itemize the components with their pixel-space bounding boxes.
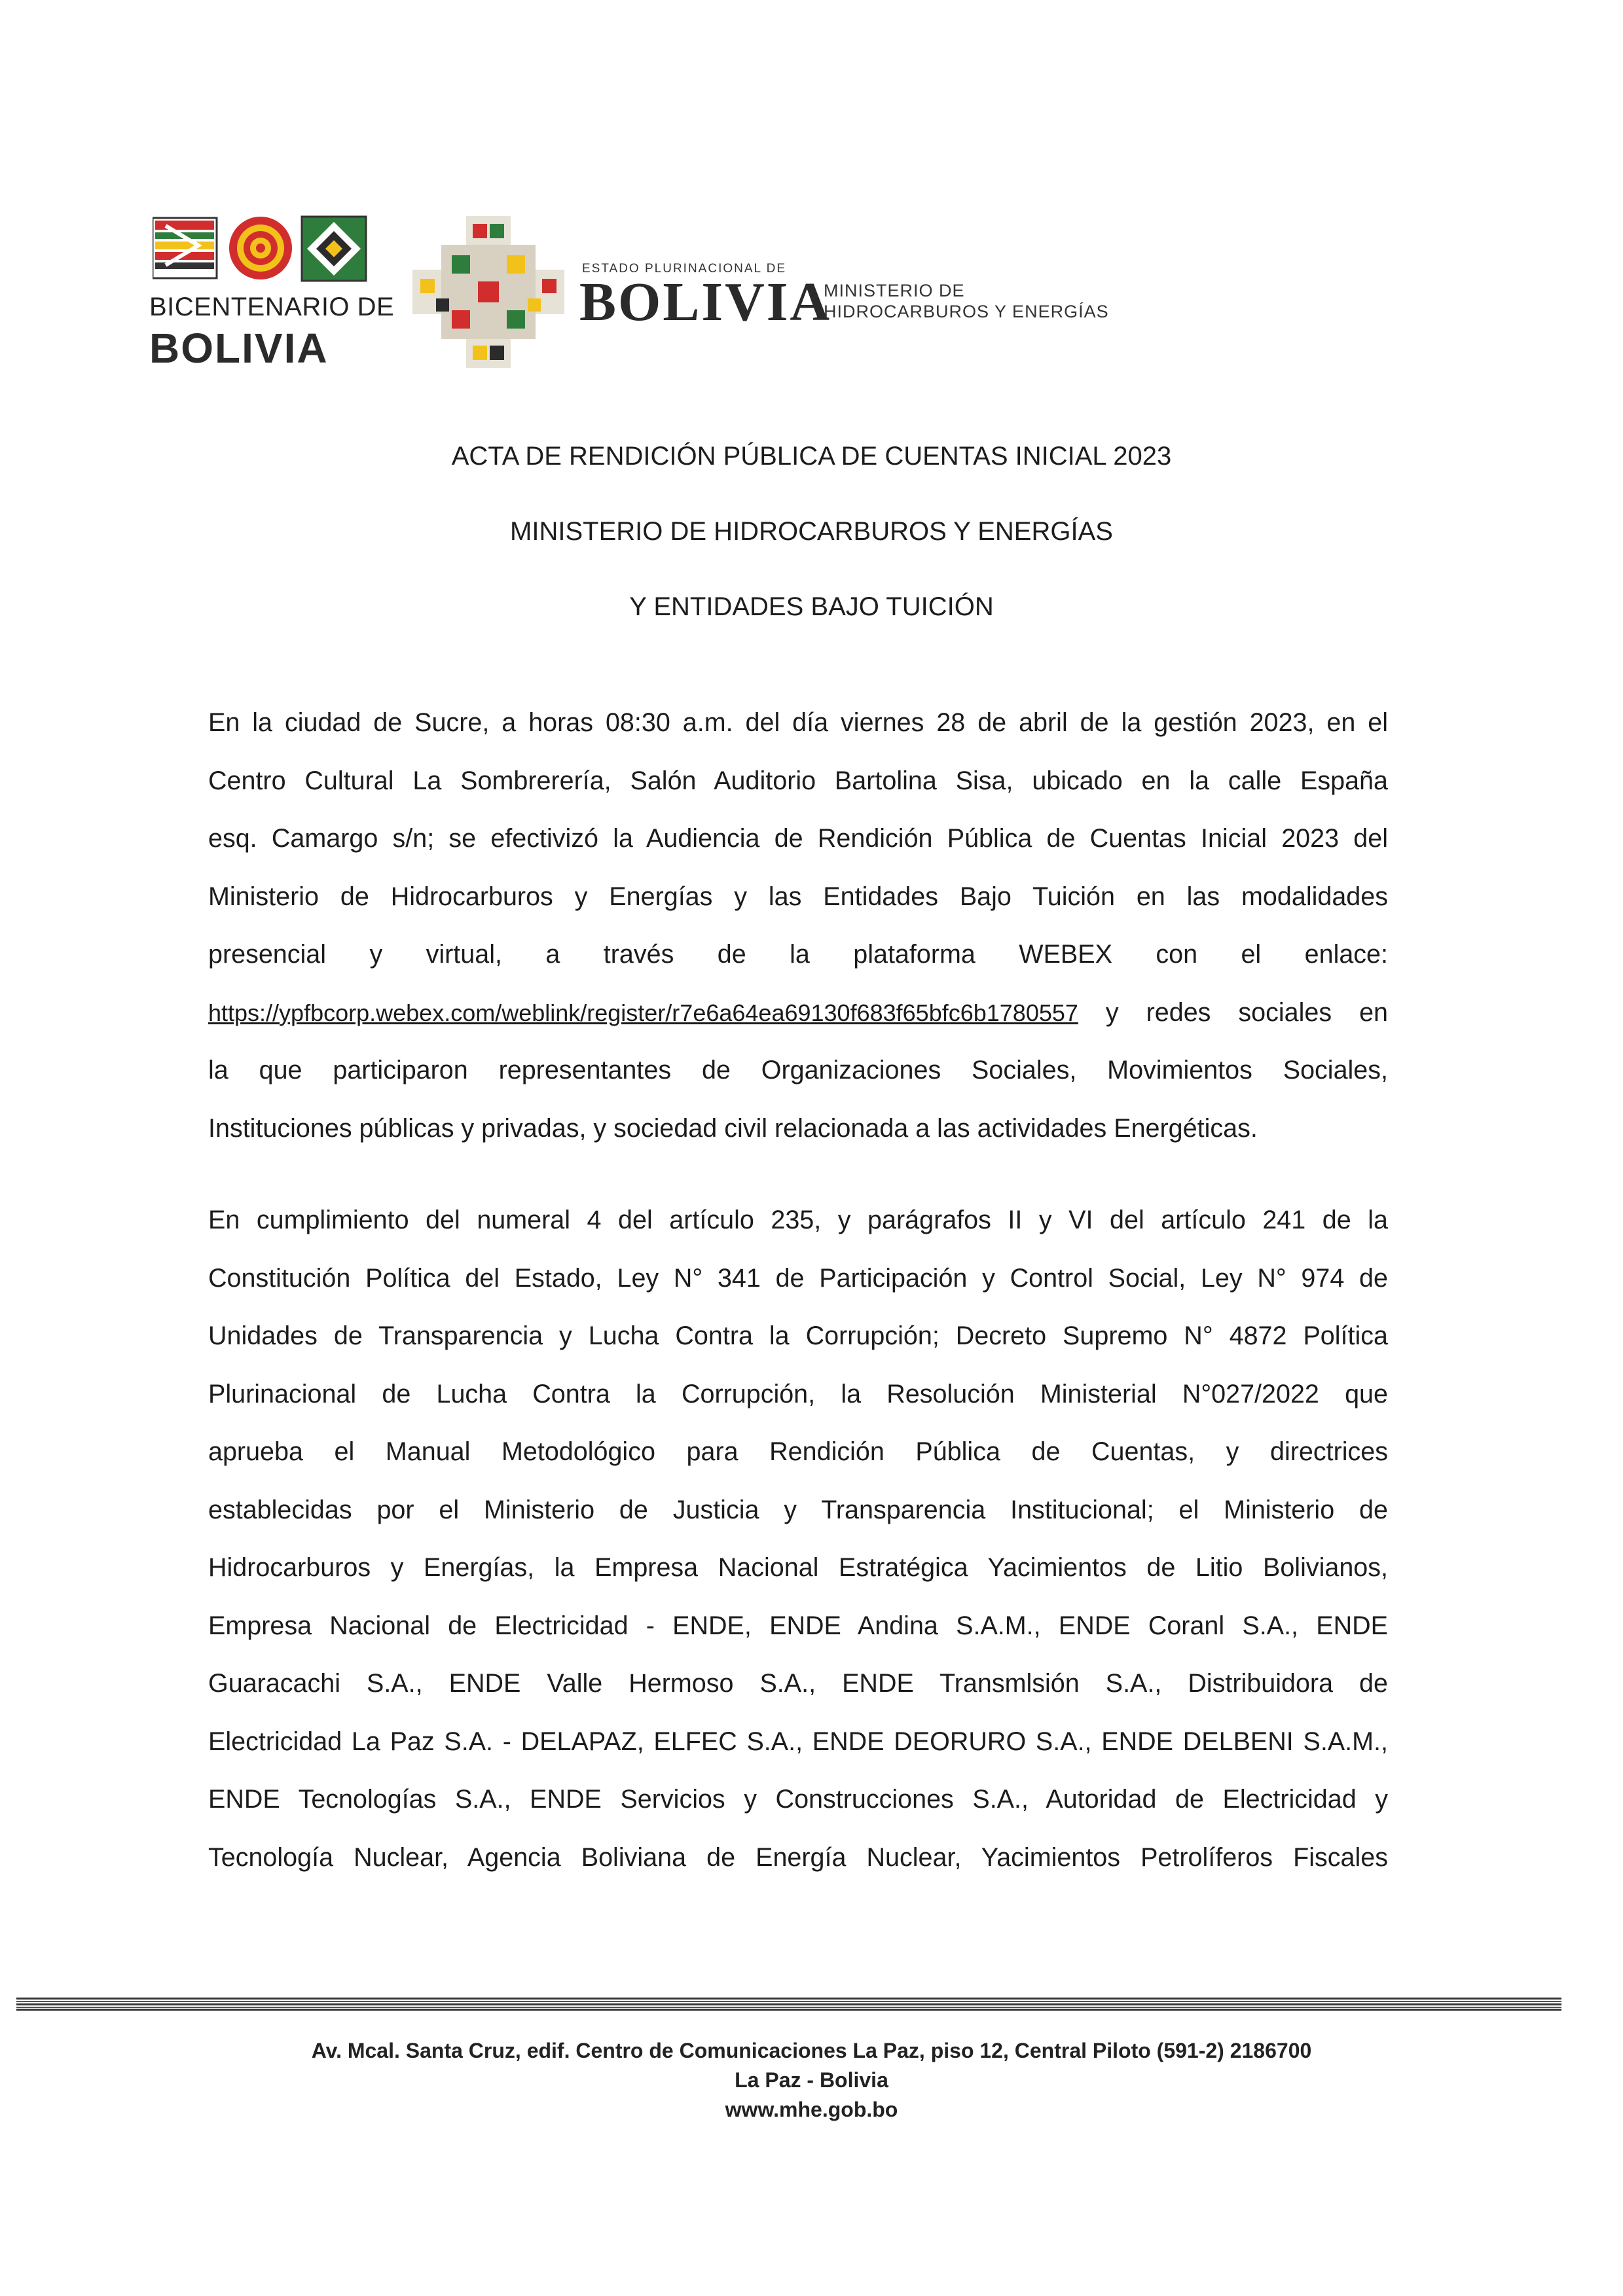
- text-line: aprueba el Manual Metodológico para Rendición Pública de Cuentas, y directrices: [208, 1437, 1388, 1466]
- text-line: Guaracachi S.A., ENDE Valle Hermoso S.A., ENDE Transmlsión S.A., Distribuidora de: [208, 1669, 1388, 1698]
- text-line: En la ciudad de Sucre, a horas 08:30 a.m. del día viernes 28 de abril de la gestión 2023, en el: [208, 708, 1388, 737]
- text-line: establecidas por el Ministerio de Justicia y Transparencia Institucional; el Ministerio de: [208, 1495, 1388, 1524]
- text-line: Tecnología Nuclear, Agencia Boliviana de Energía Nuclear, Yacimientos Petrolíferos Fiscales: [208, 1842, 1388, 1872]
- footer-website[interactable]: www.mhe.gob.bo: [725, 2098, 898, 2121]
- text-line: la que participaron representantes de Organizaciones Sociales, Movimientos Sociales,: [208, 1056, 1388, 1085]
- footer-address: Av. Mcal. Santa Cruz, edif. Centro de Comunicaciones La Paz, piso 12, Central Piloto (591-2) 2186700: [311, 2039, 1312, 2062]
- text-line: Hidrocarburos y Energías, la Empresa Nacional Estratégica Yacimientos de Litio Bolivianos,: [208, 1553, 1388, 1582]
- bicentenario-logo: [149, 213, 395, 372]
- bicentenario-emblem-icon: [153, 213, 369, 285]
- estado-plurinacional-logo: [579, 262, 832, 334]
- ministerio-logo-text: [824, 280, 1151, 332]
- text-line: Ministerio de Hidrocarburos y Energías y las Entidades Bajo Tuición en las modalidades: [208, 882, 1388, 911]
- document-title: ACTA DE RENDICIÓN PÚBLICA DE CUENTAS INICIAL 2023: [451, 442, 1172, 471]
- document-subtitle-entities: Y ENTIDADES BAJO TUICIÓN: [629, 592, 994, 621]
- text-line: En cumplimiento del numeral 4 del artículo 235, y parágrafos II y VI del artículo 241 de la: [208, 1206, 1388, 1234]
- bicentenario-caption: BICENTENARIO DE: [149, 293, 395, 321]
- footer-city: La Paz - Bolivia: [735, 2068, 888, 2092]
- text-line: ENDE Tecnologías S.A., ENDE Servicios y Construcciones S.A., Autoridad de Electricidad y: [208, 1785, 1388, 1814]
- text-line: esq. Camargo s/n; se efectivizó la Audiencia de Rendición Pública de Cuentas Inicial 2023 del: [208, 824, 1388, 853]
- paragraph-intro: [208, 694, 1388, 1157]
- text-line: Centro Cultural La Sombrerería, Salón Auditorio Bartolina Sisa, ubicado en la calle España: [208, 766, 1388, 795]
- paragraph-legal-basis: [208, 1191, 1388, 1886]
- estado-country: BOLIVIA: [579, 272, 832, 332]
- ministerio-line-1: MINISTERIO DE: [824, 281, 965, 300]
- estado-caption: ESTADO PLURINACIONAL DE: [582, 262, 787, 276]
- footer-divider: [16, 1998, 1561, 2011]
- text-line: presencial y virtual, a través de la plataforma WEBEX con el enlace:: [208, 940, 1388, 969]
- text-line: Unidades de Transparencia y Lucha Contra la Corrupción; Decreto Supremo N° 4872 Política: [208, 1321, 1388, 1350]
- document-subtitle-ministry: MINISTERIO DE HIDROCARBUROS Y ENERGÍAS: [510, 517, 1113, 546]
- text-line: Empresa Nacional de Electricidad - ENDE, ENDE Andina S.A.M., ENDE Coranl S.A., ENDE: [208, 1611, 1388, 1640]
- text-line: Plurinacional de Lucha Contra la Corrupción, la Resolución Ministerial N°027/2022 que: [208, 1379, 1388, 1408]
- text-fragment: y redes sociales en: [1105, 997, 1389, 1027]
- webex-link[interactable]: https://ypfbcorp.webex.com/weblink/register/r7e6a64ea69130f683f65bfc6b1780557: [208, 999, 1078, 1026]
- text-line: Instituciones públicas y privadas, y sociedad civil relacionada a las actividades Energéticas.: [208, 1113, 1258, 1143]
- ministerio-line-2: HIDROCARBUROS Y ENERGÍAS: [824, 302, 1109, 321]
- text-line-with-link: [208, 984, 1388, 1042]
- text-line: Constitución Política del Estado, Ley N° 341 de Participación y Control Social, Ley N° 974 de: [208, 1263, 1388, 1293]
- bicentenario-country: BOLIVIA: [149, 325, 329, 372]
- text-line: Electricidad La Paz S.A. - DELAPAZ, ELFEC S.A., ENDE DEORURO S.A., ENDE DELBENI S.A.M.,: [208, 1727, 1388, 1756]
- chakana-emblem-icon: [412, 216, 564, 368]
